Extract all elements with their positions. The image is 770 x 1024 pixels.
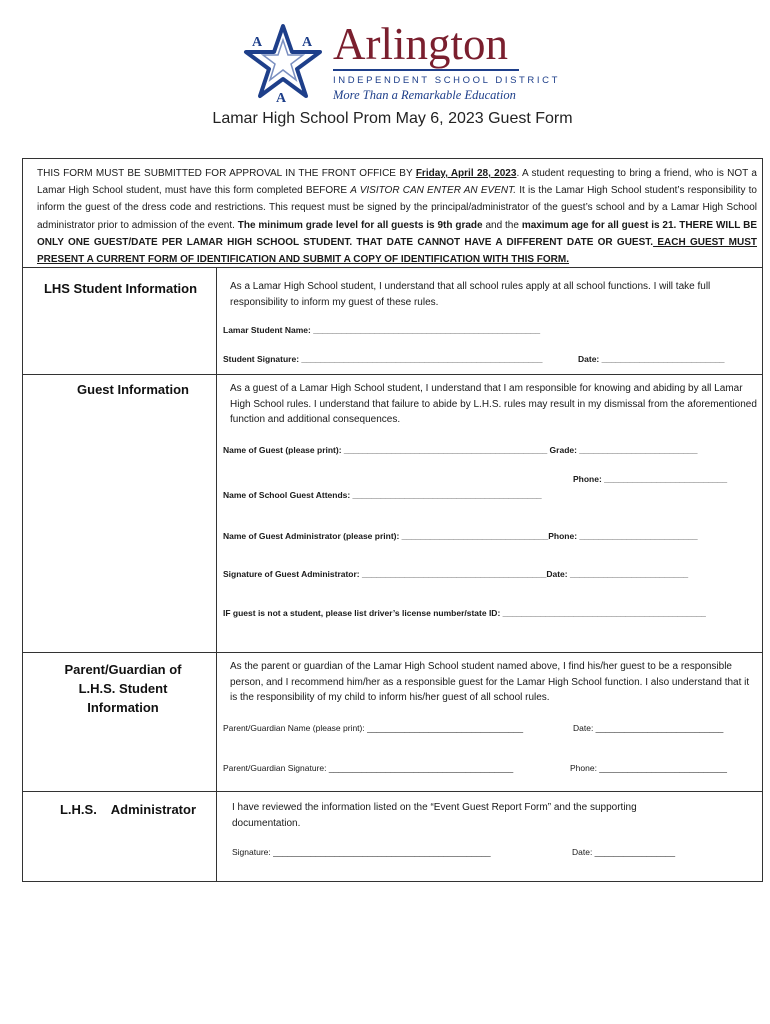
- svg-text:A: A: [252, 35, 263, 50]
- guardian-statement: As the parent or guardian of the Lamar High School student named above, I find his/her guest to be a responsible person, and I recommend him/her as a responsible guest for the Lamar High School function. I also understand that it is the responsibility of my child to inform his/her guest of all school rules.: [230, 661, 750, 703]
- guest-section-label: Guest Information: [77, 382, 189, 397]
- section-divider: [23, 374, 762, 375]
- guardian-signature-field[interactable]: Parent/Guardian Signature: _______________________________________: [223, 763, 514, 773]
- district-header: [0, 10, 770, 104]
- section-divider: [23, 791, 762, 792]
- intro-text-4: and the: [482, 219, 522, 231]
- guardian-phone-field[interactable]: Phone: ___________________________: [570, 763, 727, 773]
- maximum-age-notice: maximum age for all guest is 21. THERE WILL BE ONLY ONE GUEST/DATE PER LAMAR HIGH SCHOOL STUDENT. THAT DATE CANNOT HAVE A DIFFERENT DATE OR GUEST.: [37, 219, 757, 248]
- logo-tagline: More Than a Remarkable Education: [333, 88, 516, 102]
- district-logo: [333, 19, 560, 103]
- section-divider: [23, 267, 762, 268]
- minimum-grade-notice: The minimum grade level for all guests is 9th grade: [237, 219, 483, 231]
- lamar-student-name-field[interactable]: Lamar Student Name: ________________________________________________: [223, 325, 541, 335]
- guest-name-grade-field[interactable]: Name of Guest (please print): ___________________________________________ Grade: _________________________: [223, 445, 698, 455]
- svg-text:A: A: [302, 35, 313, 50]
- guardian-date-field[interactable]: Date: ___________________________: [573, 723, 724, 733]
- administrator-section-label: L.H.S. Administrator: [59, 802, 197, 817]
- intro-text-3: It is the Lamar High School student’s responsibility to inform the guest of the dress code and restrictions. This request must be signed by the principal/administrator of the guest’s school and by a Lamar High School administrator prior to admission of the event.: [37, 185, 757, 231]
- submission-deadline: Friday, April 28, 2023: [415, 168, 517, 179]
- svg-text:A: A: [276, 91, 287, 104]
- administrator-statement: I have reviewed the information listed on the “Event Guest Report Form” and the supporting documentation.: [232, 802, 637, 829]
- guest-administrator-name-field[interactable]: Name of Guest Administrator (please print): _______________________________Phone: _________________________: [223, 531, 698, 541]
- logo-district: INDEPENDENT SCHOOL DISTRICT: [333, 75, 560, 86]
- form-instructions: [37, 165, 757, 268]
- intro-text-1: THIS FORM MUST BE SUBMITTED FOR APPROVAL IN THE FRONT OFFICE BY: [37, 168, 416, 179]
- lhs-student-section-label: LHS Student Information: [43, 281, 198, 296]
- guest-statement: As a guest of a Lamar High School student, I understand that I am responsible for knowing and abiding by all Lamar High School rules. I understand that failure to abide by L.H.S. rules may result in my dismissal from the aforementioned function and additional consequences.: [230, 383, 757, 425]
- logo-rule: [333, 69, 519, 71]
- section-divider: [23, 652, 762, 653]
- column-divider: [216, 267, 217, 881]
- administrator-date-field[interactable]: Date: _________________: [572, 847, 676, 857]
- administrator-signature-field[interactable]: Signature: ______________________________________________: [232, 847, 491, 857]
- star-emblem-icon: [242, 22, 324, 104]
- logo-name: Arlington: [333, 19, 508, 69]
- identification-requirement: EACH GUEST MUST PRESENT A CURRENT FORM OF IDENTIFICATION AND SUBMIT A COPY OF IDENTIFICATION WITH THIS FORM.: [37, 236, 758, 266]
- guest-school-field[interactable]: Name of School Guest Attends: ________________________________________: [223, 490, 542, 500]
- guardian-name-field[interactable]: Parent/Guardian Name (please print): _________________________________: [223, 723, 524, 733]
- drivers-license-field[interactable]: IF guest is not a student, please list driver’s license number/state ID: ___________________________________________: [223, 608, 706, 618]
- guest-administrator-signature-field[interactable]: Signature of Guest Administrator: _______________________________________Date: _________________________: [223, 569, 689, 579]
- intro-text-2: . A student requesting to bring a friend, who is NOT a Lamar High School student, must have this form completed BEFORE: [37, 168, 757, 197]
- guest-form: [22, 158, 763, 882]
- form-title: Lamar High School Prom May 6, 2023 Guest Form: [212, 110, 573, 127]
- lhs-student-statement: As a Lamar High School student, I understand that all school rules apply at all school functions. I will take full responsibility to inform my guest of these rules.: [230, 281, 711, 308]
- guest-phone-field[interactable]: Phone: __________________________: [573, 474, 728, 484]
- guardian-section-label: Parent/Guardian of L.H.S. Student Information: [64, 662, 182, 715]
- visitor-notice: A VISITOR CAN ENTER AN EVENT.: [350, 185, 517, 197]
- student-signature-field[interactable]: Student Signature: ___________________________________________________: [223, 354, 543, 364]
- student-date-field[interactable]: Date: __________________________: [578, 354, 725, 364]
